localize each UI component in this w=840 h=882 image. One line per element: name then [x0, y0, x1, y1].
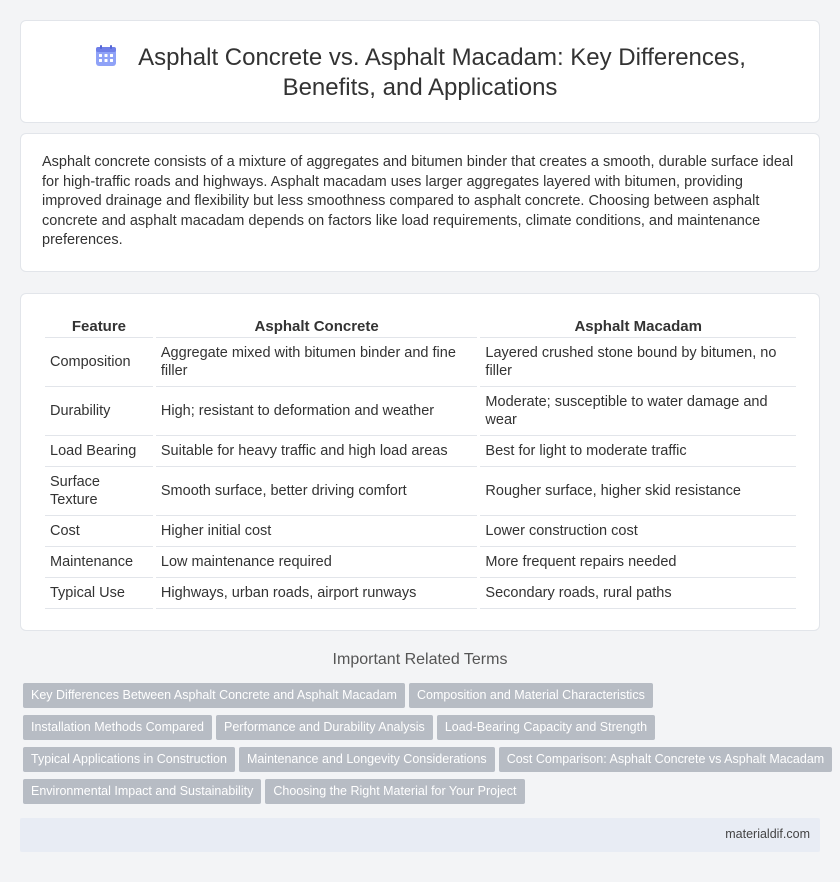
intro-paragraph: Asphalt concrete consists of a mixture of aggregates and bitumen binder that creates a smooth, durable surface ideal for high-traffic roads and highways. Asphalt macadam uses larger aggregates layered with bitumen, providing improved drainage and flexibility but less smoothness compared to asphalt concrete. Choosing between asphalt concrete and asphalt macadam depends on factors like load requirements, climate conditions, and maintenance preferences. — [42, 154, 794, 248]
macadam-cell: Moderate; susceptible to water damage and wear — [480, 387, 796, 436]
table-header-row — [45, 314, 796, 338]
related-term-tag[interactable]: Load-Bearing Capacity and Strength — [437, 715, 655, 740]
feature-cell: Typical Use — [45, 578, 153, 609]
page-title-wrap — [21, 43, 819, 103]
concrete-cell: High; resistant to deformation and weather — [156, 387, 478, 436]
feature-cell: Maintenance — [45, 547, 153, 578]
related-term-tag[interactable]: Environmental Impact and Sustainability — [23, 779, 261, 804]
tag-row — [23, 779, 529, 804]
feature-cell: Surface Texture — [45, 467, 153, 516]
macadam-cell: Rougher surface, higher skid resistance — [480, 467, 796, 516]
header-feature: Feature — [45, 314, 153, 338]
concrete-cell: Aggregate mixed with bitumen binder and fine filler — [156, 338, 478, 387]
footer-bar — [20, 818, 820, 852]
macadam-cell: Secondary roads, rural paths — [480, 578, 796, 609]
table-row — [45, 467, 796, 516]
feature-cell: Composition — [45, 338, 153, 387]
header-asphalt-macadam: Asphalt Macadam — [480, 314, 796, 338]
footer-site-link[interactable]: materialdif.com — [725, 827, 810, 841]
concrete-cell: Smooth surface, better driving comfort — [156, 467, 478, 516]
intro-card — [20, 133, 820, 272]
table-row — [45, 516, 796, 547]
comparison-table-card — [20, 293, 820, 631]
header-asphalt-concrete: Asphalt Concrete — [156, 314, 478, 338]
table-row — [45, 547, 796, 578]
macadam-cell: Best for light to moderate traffic — [480, 436, 796, 467]
feature-cell: Durability — [45, 387, 153, 436]
table-row — [45, 387, 796, 436]
calendar-grid-icon — [94, 44, 118, 68]
related-term-tag[interactable]: Cost Comparison: Asphalt Concrete vs Asphalt Macadam — [499, 747, 833, 772]
tag-row — [23, 747, 836, 772]
related-term-tag[interactable]: Composition and Material Characteristics — [409, 683, 653, 708]
concrete-cell: Higher initial cost — [156, 516, 478, 547]
title-card — [20, 20, 820, 123]
macadam-cell: More frequent repairs needed — [480, 547, 796, 578]
related-term-tag[interactable]: Key Differences Between Asphalt Concrete and Asphalt Macadam — [23, 683, 405, 708]
page-title: Asphalt Concrete vs. Asphalt Macadam: Key Differences, Benefits, and Applications — [138, 44, 746, 101]
feature-cell: Cost — [45, 516, 153, 547]
concrete-cell: Suitable for heavy traffic and high load areas — [156, 436, 478, 467]
table-row — [45, 578, 796, 609]
concrete-cell: Low maintenance required — [156, 547, 478, 578]
tag-row — [23, 715, 659, 740]
related-term-tag[interactable]: Maintenance and Longevity Considerations — [239, 747, 495, 772]
feature-cell: Load Bearing — [45, 436, 153, 467]
macadam-cell: Lower construction cost — [480, 516, 796, 547]
tag-row — [23, 683, 657, 708]
related-term-tag[interactable]: Performance and Durability Analysis — [216, 715, 433, 740]
related-terms-title: Important Related Terms — [332, 651, 508, 668]
related-term-tag[interactable]: Installation Methods Compared — [23, 715, 212, 740]
related-term-tag[interactable]: Typical Applications in Construction — [23, 747, 235, 772]
related-term-tag[interactable]: Choosing the Right Material for Your Project — [265, 779, 524, 804]
table-row — [45, 436, 796, 467]
macadam-cell: Layered crushed stone bound by bitumen, no filler — [480, 338, 796, 387]
concrete-cell: Highways, urban roads, airport runways — [156, 578, 478, 609]
comparison-table — [42, 314, 799, 609]
table-row — [45, 338, 796, 387]
